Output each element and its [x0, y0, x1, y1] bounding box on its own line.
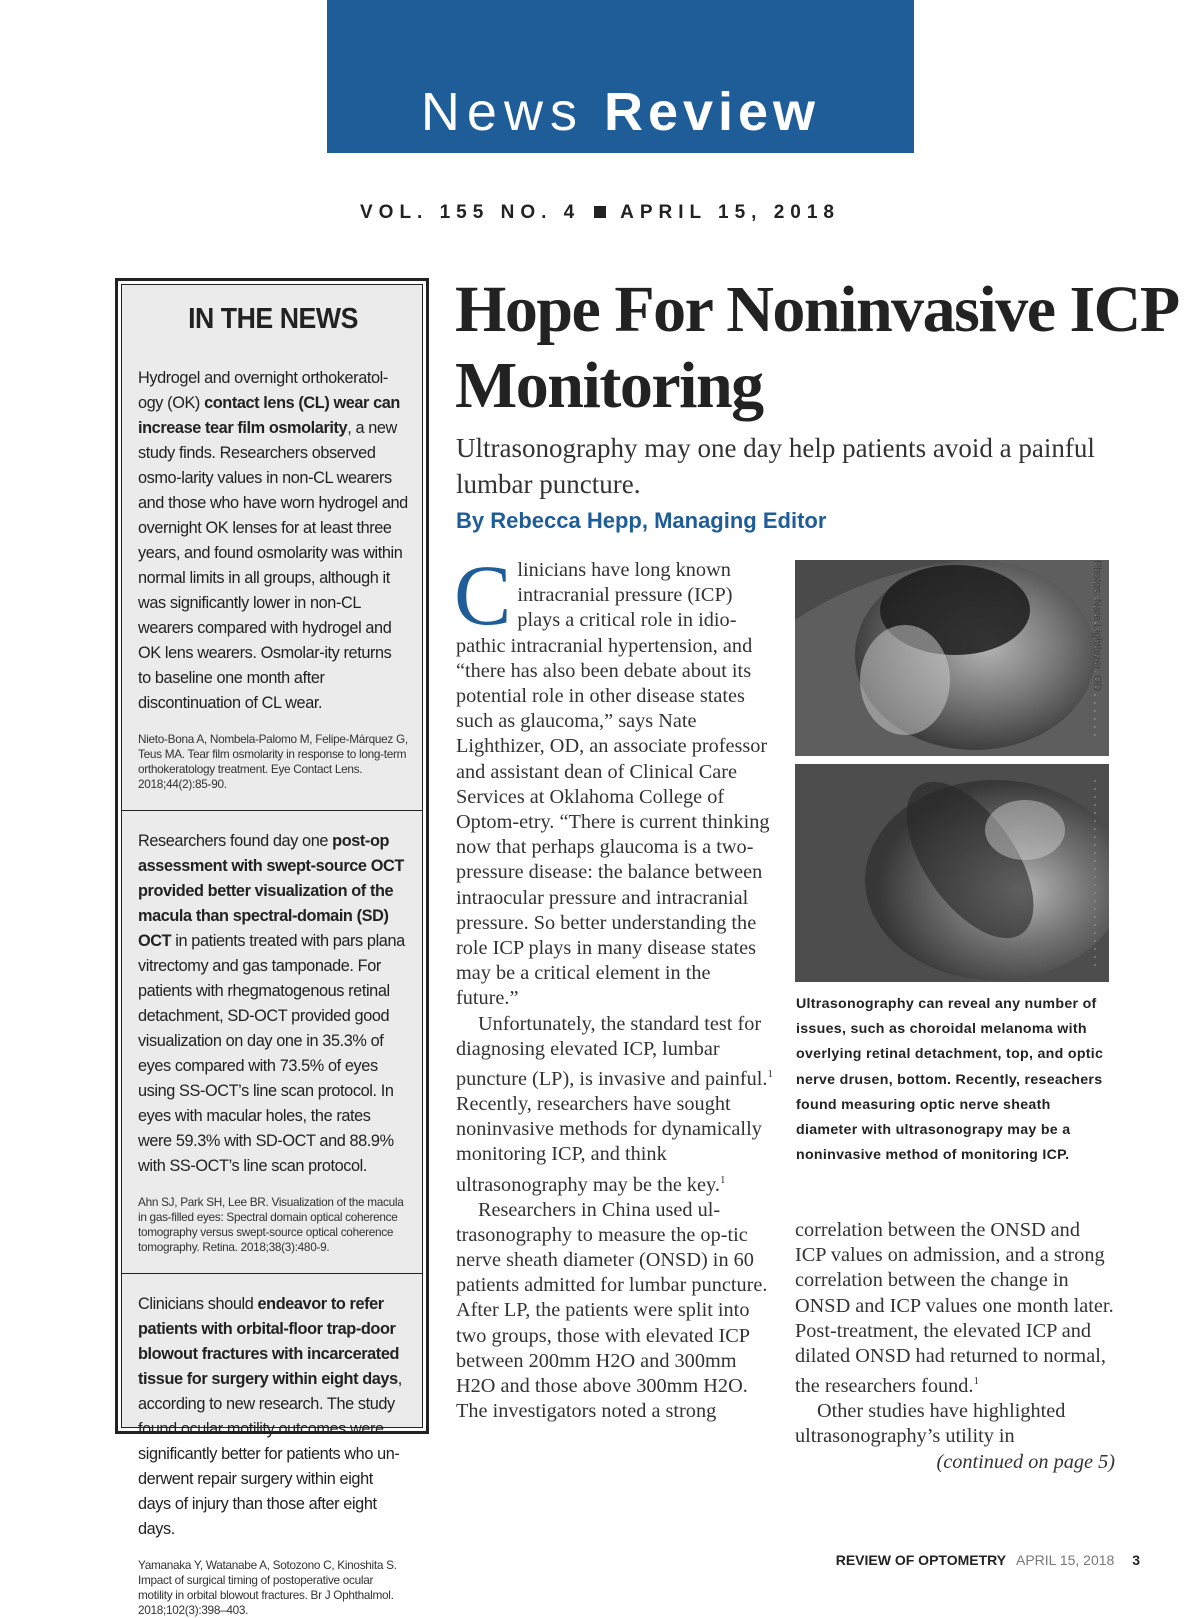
sidebar-heading: IN THE NEWS	[188, 303, 358, 335]
divider	[122, 1273, 422, 1274]
article-paragraph: correlation between the ONSD and ICP values on admission, and a strong correlation between the change in ONSD and ICP values one month later. Post-treatment, the elevated ICP and dilated ONSD had returned to normal, the researchers found.$^1$	[795, 1219, 1114, 1397]
footer-publication: REVIEW OF OPTOMETRY	[835, 1552, 1007, 1568]
news-item-text: Clinicians should endeavor to refer patients with orbital-floor trap-door blowout fractures with incarcerated tissue for surgery within eight days, according to new research. The study found ocular motility outcomes were significantly better for patients who un-derwent repair surgery within eight days of injury than those after eight days.	[138, 1295, 402, 1538]
ultrasound-photo	[795, 560, 1109, 982]
in-the-news-sidebar	[115, 278, 429, 1617]
article-column-1	[454, 547, 774, 1424]
drop-cap: C	[454, 547, 512, 643]
divider	[122, 810, 422, 811]
news-item-text: Hydrogel and overnight orthokeratol-ogy (OK) contact lens (CL) wear can increase tear film osmolarity, a new study finds. Researchers observed osmo-larity values in non-CL wearers and those who have worn hydrogel and overnight OK lenses for at least three years, and found osmolarity was within normal limits in all groups, although it was significantly lower in non-CL wearers compared with hydrogel and OK lens wearers. Osmolar-ity returns to baseline one month after discontinuation of CL wear.	[138, 369, 408, 712]
section-title-review: Review	[603, 82, 821, 142]
footer-date: APRIL 15, 2018	[1015, 1552, 1115, 1568]
article-byline: By Rebecca Hepp, Managing Editor	[456, 508, 827, 533]
article-paragraph: Researchers in China used ul-trasonography to measure the op-tic nerve sheath diameter (ONSD) in 60 patients admitted for lumbar puncture. After LP, the patients were split into two groups, those with elevated ICP between 200mm H2O and 300mm H2O and those above 300mm H2O. The investigators noted a strong	[456, 1198, 768, 1423]
news-item	[138, 366, 408, 792]
article-column-2	[795, 1218, 1115, 1475]
issue-date: APRIL 15, 2018	[620, 202, 840, 223]
page-footer	[836, 1552, 1140, 1568]
section-title-news: News	[420, 82, 584, 142]
article-paragraph: Clinicians have long known intracranial pressure (ICP) plays a critical role in idio-pathic intracranial hypertension, and “there has also been debate about its potential role in other disease states such as glaucoma,” says Nate Lighthizer, OD, an associate professor and assistant dean of Clinical Care Services at Oklahoma College of Optom-etry. “There is current thinking now that perhaps glaucoma is a two-pressure disease: the balance between intraocular pressure and intracranial pressure. So better understanding the role ICP plays in many disease states may be a critical element in the future.”	[454, 547, 770, 1010]
section-banner	[327, 0, 914, 153]
photo-caption: Ultrasonography can reveal any number of issues, such as choroidal melanoma with overlying retinal detachment, top, and optic nerve drusen, bottom. Recently, reseachers found measuring optic nerve sheath diameter with ultrasonograpy may be a noninvasive method of monitoring ICP.	[796, 996, 1104, 1164]
issue-line	[0, 202, 1200, 224]
continued-note: (continued on page 5)	[936, 1450, 1115, 1473]
article-paragraph: Unfortunately, the standard test for diagnosing elevated ICP, lumbar puncture (LP), is invasive and painful.$^1$ Recently, researchers have sought noninvasive methods for dynamically monitoring ICP, and think ultrasonography may be the key.$^1$	[456, 1012, 773, 1196]
news-item-reference: Ahn SJ, Park SH, Lee BR. Visualization of the macula in gas-filled eyes: Spectral domain optical coherence tomography versus swept-source optical coherence tomography. Retina. 2018;38(3):480-9.	[138, 1195, 404, 1254]
news-item	[138, 829, 408, 1255]
issue-volume: VOL. 155 NO. 4	[360, 202, 581, 223]
section-title	[327, 82, 914, 142]
article-deck: Ultrasonography may one day help patients avoid a painful lumbar puncture.	[456, 433, 1095, 499]
news-item-reference: Yamanaka Y, Watanabe A, Sotozono C, Kinoshita S. Impact of surgical timing of postoperative ocular motility in orbital blowout fractures. Br J Ophthalmol. 2018;102(3):398–403.	[138, 1558, 397, 1617]
news-item-text: Researchers found day one post-op assessment with swept-source OCT provided better visualization of the macula than spectral-domain (SD) OCT in patients treated with pars plana vitrectomy and gas tamponade. For patients with rhegmatogenous retinal detachment, SD-OCT provided good visualization on day one in 35.3% of eyes compared with 73.5% of eyes using SS-OCT’s line scan protocol. In eyes with macular holes, the rates were 59.3% with SD-OCT and 88.9% with SS-OCT’s line scan protocol.	[138, 832, 405, 1175]
square-bullet-icon	[594, 206, 606, 218]
article-paragraph: Other studies have highlighted ultrasonography’s utility in	[795, 1400, 1066, 1448]
news-item	[138, 1292, 408, 1618]
article-headline: Hope For Noninvasive ICP Monitoring	[455, 273, 1176, 422]
photo-credit: Photos: Nate Lighthizer, OD	[1091, 560, 1103, 691]
news-item-reference: Nieto-Bona A, Nombela-Palomo M, Felipe-Márquez G, Teus MA. Tear film osmolarity in response to long-term orthokeratology treatment. Eye Contact Lens. 2018;44(2):85-90.	[138, 732, 408, 791]
page-number: 3	[1132, 1552, 1140, 1568]
ultrasound-image	[795, 560, 1109, 982]
